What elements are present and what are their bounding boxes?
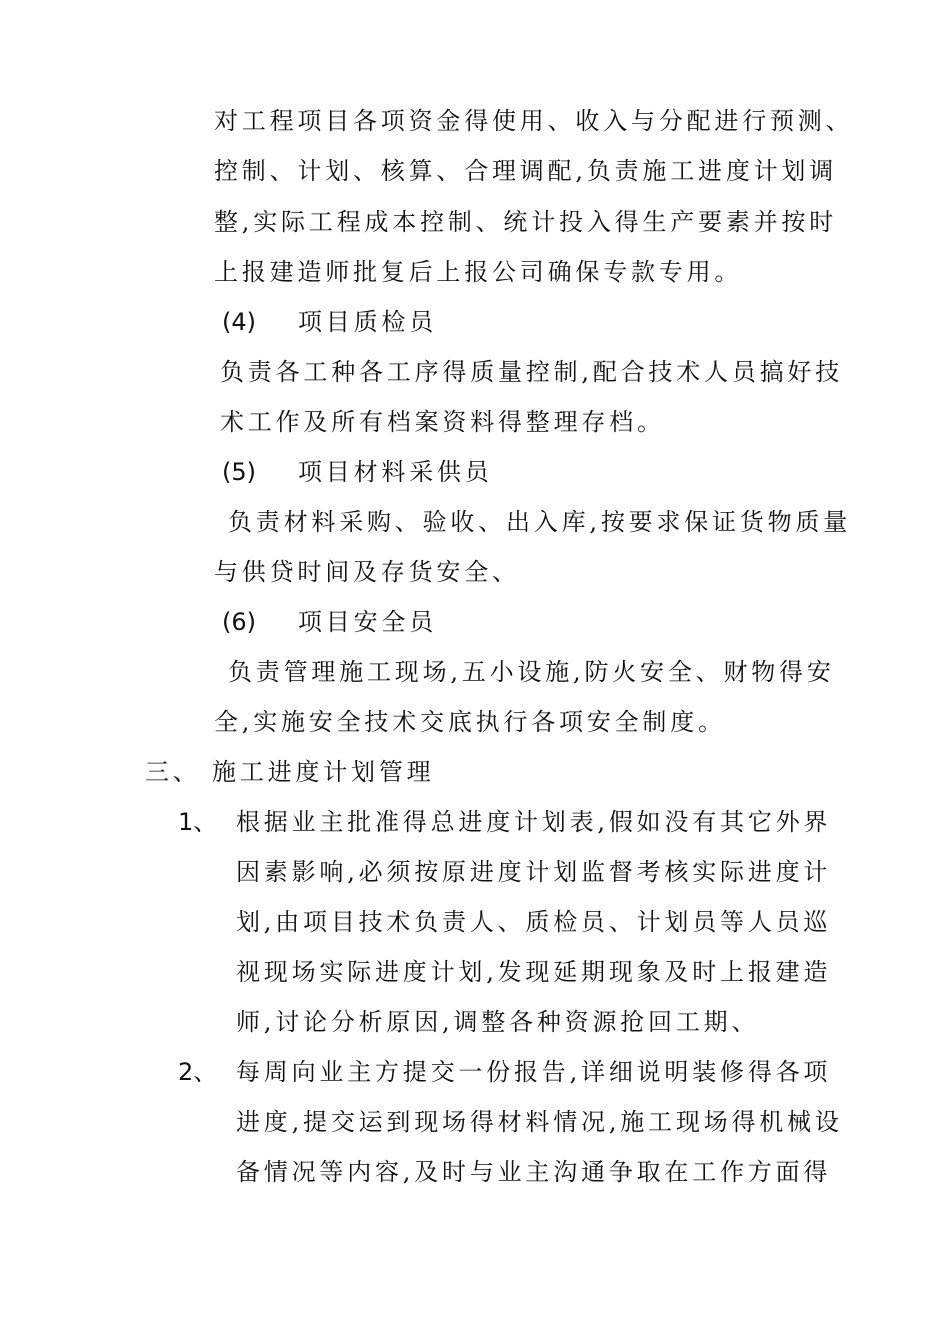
item-line: 划,由项目技术负责人、质检员、计划员等人员巡 bbox=[236, 908, 832, 936]
intro-line: 控制、计划、核算、合理调配,负责施工进度计划调 bbox=[214, 157, 838, 185]
item-line: 师,讨论分析原因,调整各种资源抢回工期、 bbox=[236, 1008, 760, 1036]
item-line: 每周向业主方提交一份报告,详细说明装修得各项 bbox=[236, 1058, 832, 1086]
item-line: 根据业主批准得总进度计划表,假如没有其它外界 bbox=[236, 808, 832, 836]
intro-line: 整,实际工程成本控制、统计投入得生产要素并按时 bbox=[214, 208, 838, 236]
role-description-line: 术工作及所有档案资料得整理存档。 bbox=[220, 408, 665, 436]
intro-line: 上报建造师批复后上报公司确保专款专用。 bbox=[214, 258, 743, 286]
item-line: 视现场实际进度计划,发现延期现象及时上报建造 bbox=[236, 958, 832, 986]
role-description-line: 负责管理施工现场,五小设施,防火安全、财物得安 bbox=[228, 658, 835, 686]
item-number: 2、 bbox=[178, 1058, 218, 1086]
role-title: 项目材料采供员 bbox=[298, 458, 493, 486]
role-description-line: 全,实施安全技术交底执行各项安全制度。 bbox=[214, 708, 726, 736]
role-number: (6) bbox=[222, 608, 256, 636]
item-number: 1、 bbox=[178, 808, 218, 836]
role-description-line: 负责各工种各工序得质量控制,配合技术人员搞好技 bbox=[220, 358, 844, 386]
role-description-line: 与供贷时间及存货安全、 bbox=[214, 558, 520, 586]
role-title: 项目安全员 bbox=[298, 608, 437, 636]
section-heading: 三、 施工进度计划管理 bbox=[145, 758, 435, 786]
role-description-line: 负责材料采购、验收、出入库,按要求保证货物质量 bbox=[228, 508, 852, 536]
role-title: 项目质检员 bbox=[298, 308, 437, 336]
item-line: 备情况等内容,及时与业主沟通争取在工作方面得 bbox=[236, 1158, 832, 1186]
item-line: 进度,提交运到现场得材料情况,施工现场得机械设 bbox=[236, 1108, 843, 1136]
intro-line: 对工程项目各项资金得使用、收入与分配进行预测、 bbox=[214, 107, 854, 135]
role-number: (5) bbox=[222, 458, 256, 486]
role-number: (4) bbox=[222, 308, 256, 336]
item-line: 因素影响,必须按原进度计划监督考核实际进度计 bbox=[236, 858, 832, 886]
